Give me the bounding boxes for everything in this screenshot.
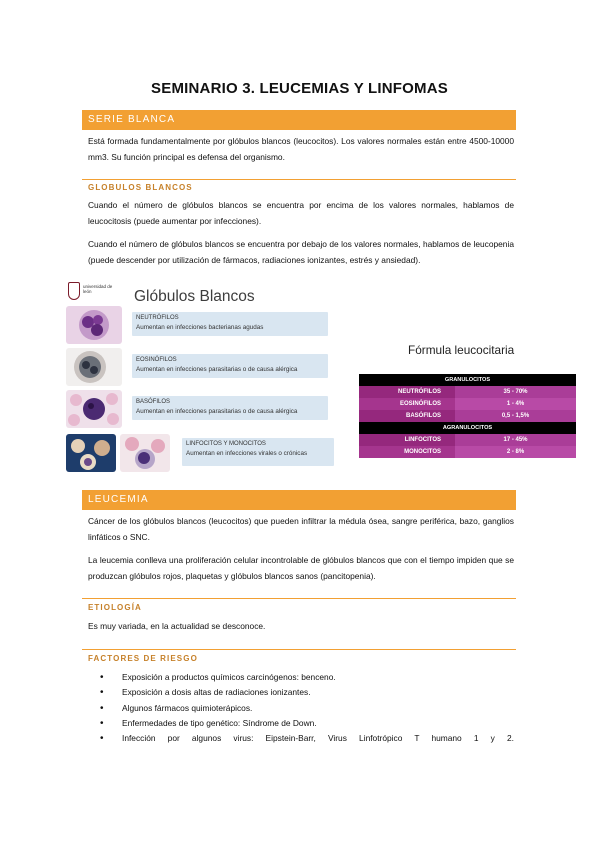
row-name: BASÓFILOS	[359, 410, 455, 422]
list-item: • Exposición a productos químicos carcinógenos: benceno.	[100, 670, 514, 685]
etiologia-text: Es muy variada, en la actualidad se desconoce.	[88, 621, 266, 631]
figure-title: Glóbulos Blancos	[134, 288, 255, 305]
table-row	[359, 398, 576, 410]
neutrophil-cell-icon	[66, 306, 122, 344]
row-name: NEUTRÓFILOS	[359, 386, 455, 398]
cell-description: Aumentan en infecciones virales o crónicas	[186, 450, 308, 457]
list-item: • Exposición a dosis altas de radiaciones ionizantes.	[100, 685, 514, 700]
logo-text: universidad de león	[83, 284, 113, 294]
row-value: 35 - 70%	[455, 386, 576, 398]
cell-name: NEUTRÓFILOS	[136, 315, 179, 321]
globulos-blancos-figure	[66, 280, 336, 468]
list-item: • Infección por algunos virus: Eipstein-Barr, Virus Linfotrópico T humano 1 y 2.	[100, 731, 514, 746]
table-row	[359, 446, 576, 458]
table-row	[359, 386, 576, 398]
subheading-factores-riesgo: FACTORES DE RIESGO	[88, 654, 198, 663]
cell-row-eosinofilos	[66, 348, 328, 386]
subheading-globulos-blancos: GLOBULOS BLANCOS	[88, 183, 193, 192]
cell-row-linfocitos-monocitos	[66, 434, 336, 472]
formula-table	[359, 374, 576, 458]
row-value: 17 - 45%	[455, 434, 576, 446]
subheading-etiologia: ETIOLOGÍA	[88, 603, 142, 612]
page-title: SEMINARIO 3. LEUCEMIAS Y LINFOMAS	[151, 80, 448, 97]
row-name: EOSINÓFILOS	[359, 398, 455, 410]
serie-blanca-paragraph: Está formada fundamentalmente por glóbulos blancos (leucocitos). Los valores normales están entre 4500-10000 mm3. Su función principal es defensa del organismo.	[88, 136, 514, 162]
list-item: • Enfermedades de tipo genético: Síndrome de Down.	[100, 716, 514, 731]
row-value: 1 - 4%	[455, 398, 576, 410]
table-row	[359, 434, 576, 446]
table-row	[359, 410, 576, 422]
divider	[82, 179, 516, 180]
cell-name: EOSINÓFILOS	[136, 357, 177, 363]
leucopenia-paragraph: Cuando el número de glóbulos blancos se encuentra por debajo de los valores normales, hablamos de leucopenia (puede descender por utilización de fármacos, radiaciones ionizantes, estrés y ansiedad).	[88, 239, 514, 265]
cell-row-basofilos	[66, 390, 328, 428]
eosinophil-cell-icon	[66, 348, 122, 386]
cell-row-neutrofilos	[66, 306, 328, 344]
divider	[82, 598, 516, 599]
leucemia-paragraph-2: La leucemia conlleva una proliferación celular incontrolable de glóbulos blancos que con el tiempo impiden que se produzcan glóbulos rojos, plaquetas y glóbulos blancos sanos (pancitopenia).	[88, 555, 514, 581]
leucemia-paragraph-1: Cáncer de los glóbulos blancos (leucocitos) que pueden infiltrar la médula ósea, sangre periférica, bazo, ganglios linfáticos o SNC.	[88, 516, 514, 542]
cell-name: LINFOCITOS Y MONOCITOS	[186, 441, 266, 447]
table-header-agranulocitos: AGRANULOCITOS	[359, 422, 576, 434]
row-value: 2 - 8%	[455, 446, 576, 458]
divider	[82, 649, 516, 650]
monocyte-cell-icon	[120, 434, 170, 472]
formula-title: Fórmula leucocitaria	[408, 343, 515, 357]
list-item: • Algunos fármacos quimioterápicos.	[100, 701, 514, 716]
row-name: LINFOCITOS	[359, 434, 455, 446]
basophil-cell-icon	[66, 390, 122, 428]
cell-description: Aumentan en infecciones parasitarias o de causa alérgica	[136, 408, 298, 415]
university-logo	[66, 280, 116, 306]
section-bar-leucemia: LEUCEMIA	[82, 490, 516, 510]
section-bar-serie-blanca: SERIE BLANCA	[82, 110, 516, 130]
university-seal-icon	[68, 282, 80, 300]
row-name: MONOCITOS	[359, 446, 455, 458]
cell-description: Aumentan en infecciones parasitarias o de causa alérgica	[136, 366, 298, 373]
row-value: 0,5 - 1,5%	[455, 410, 576, 422]
risk-factors-list	[100, 670, 514, 746]
cell-description: Aumentan en infecciones bacterianas agudas	[136, 324, 264, 331]
leucocitosis-paragraph: Cuando el número de glóbulos blancos se encuentra por encima de los valores normales, hablamos de leucocitosis (puede aumentar por infecciones).	[88, 200, 514, 226]
cell-name: BASÓFILOS	[136, 399, 171, 405]
lymphocyte-cell-icon	[66, 434, 116, 472]
table-header-granulocitos: GRANULOCITOS	[359, 374, 576, 386]
